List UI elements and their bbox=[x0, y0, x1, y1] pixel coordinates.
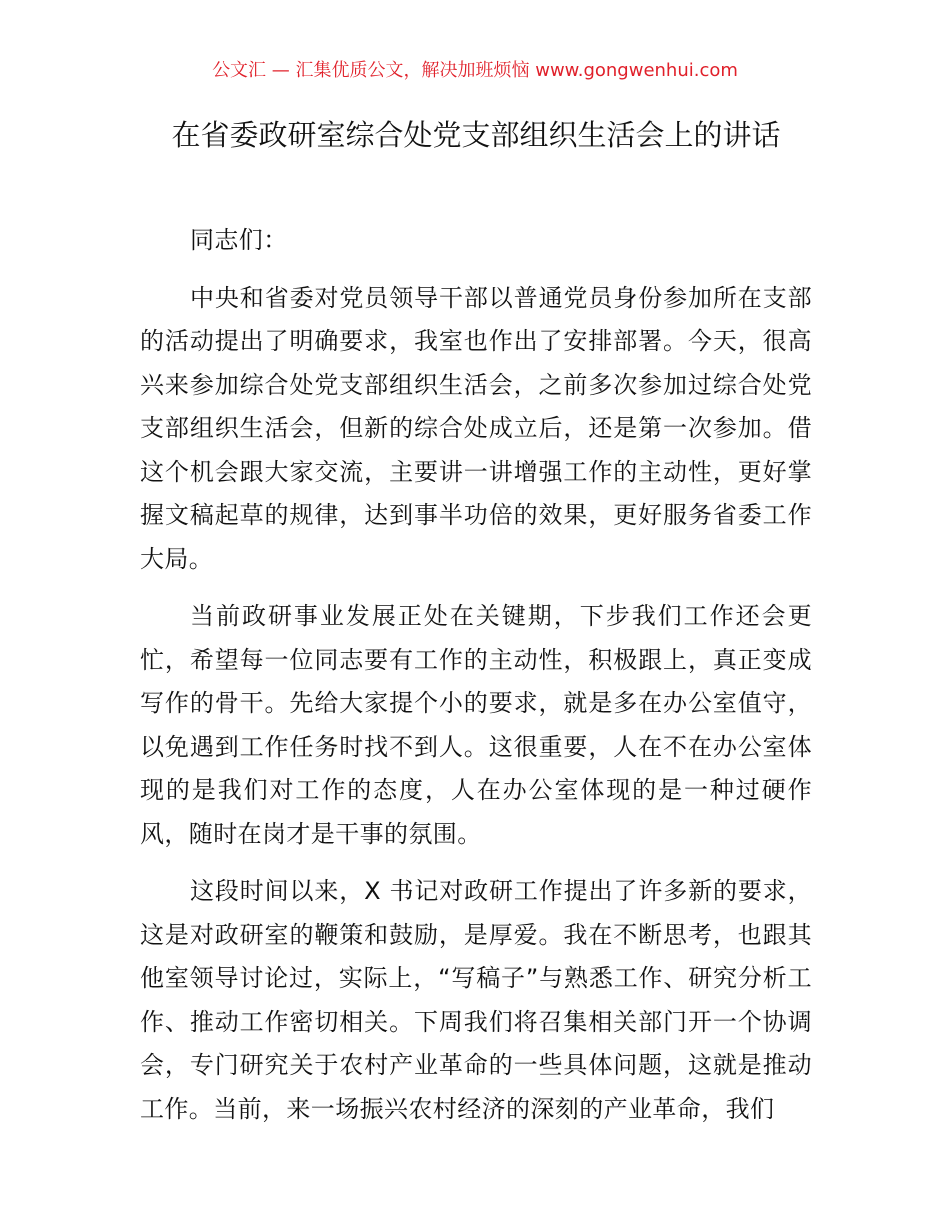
salutation: 同志们： bbox=[190, 226, 288, 254]
document-title: 在省委政研室综合处党支部组织生活会上的讲话 bbox=[171, 118, 781, 152]
paragraph-2: 当前政研事业发展正处在关键期，下步我们工作还会更忙，希望每一位同志要有工作的主动性，积极跟上，真正变成写作的骨干。先给大家提个小的要求，就是多在办公室值守，以免遇到工作任务时找不到人。这很重要，人在不在办公室体现的是我们对工作的态度，人在办公室体现的是一种过硬作风，随时在岗才是干事的氛围。 bbox=[140, 602, 812, 848]
paragraph-1: 中央和省委对党员领导干部以普通党员身份参加所在支部的活动提出了明确要求，我室也作出了安排部署。今天，很高兴来参加综合处党支部组织生活会，之前多次参加过综合处党支部组织生活会，但新的综合处成立后，还是第一次参加。借这个机会跟大家交流，主要讲一讲增强工作的主动性，更好掌握文稿起草的规律，达到事半功倍的效果，更好服务省委工作大局。 bbox=[140, 283, 812, 573]
paragraph-3: 这段时间以来，X 书记对政研工作提出了许多新的要求，这是对政研室的鞭策和鼓励，是厚爱。我在不断思考，也跟其他室领导讨论过，实际上，“写稿子”与熟悉工作、研究分析工作、推动工作密切相关。下周我们将召集相关部门开一个协调会，专门研究关于农村产业革命的一些具体问题，这就是推动工作。当前，来一场振兴农村经济的深刻的产业革命，我们 bbox=[140, 877, 812, 1123]
watermark-banner: 公文汇 — 汇集优质公文，解决加班烦恼 www.gongwenhui.com bbox=[212, 60, 738, 81]
document-body bbox=[140, 219, 812, 1145]
